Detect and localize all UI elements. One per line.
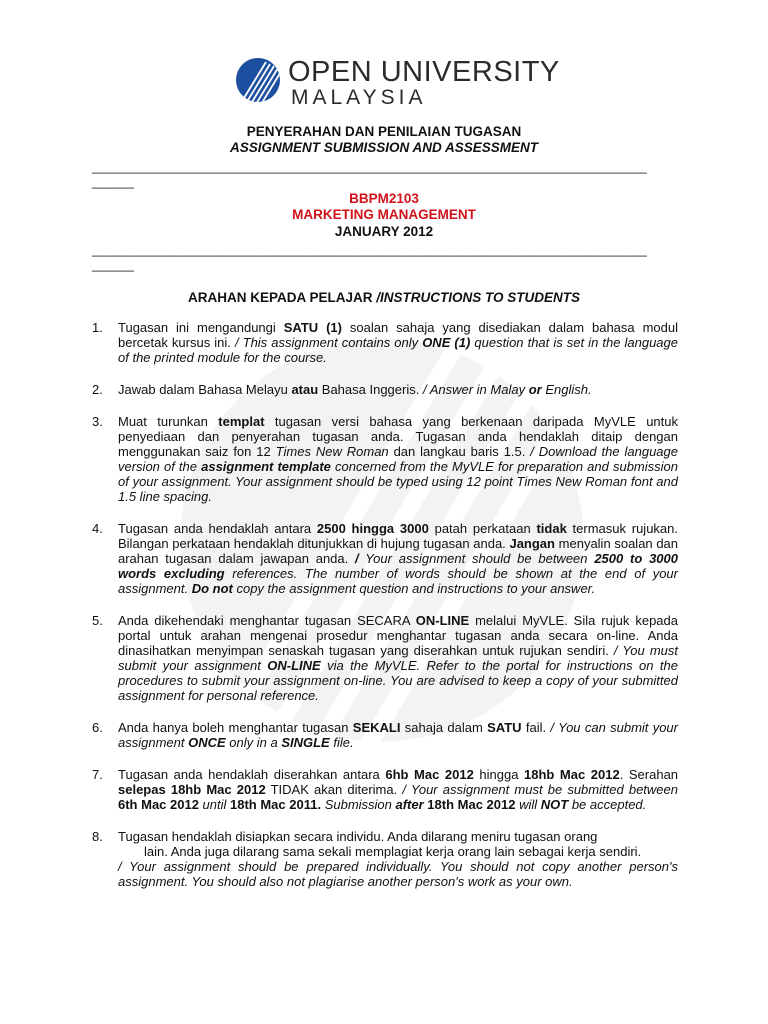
instruction-text: / You must submit your assignment (118, 643, 678, 673)
instructions-heading-english: INSTRUCTIONS TO STUDENTS (380, 290, 581, 305)
instruction-text: Your assignment should be between (358, 551, 595, 566)
instruction-text: Tugasan ini mengandungi (118, 320, 284, 335)
instruction-text: question that is set in the language of the printed module for the course. (118, 335, 678, 365)
instruction-text: Bahasa Inggeris. (318, 382, 423, 397)
instruction-text: / Answer in Malay (422, 382, 529, 397)
instruction-item-7 (92, 767, 678, 812)
instructions-heading-malay: ARAHAN KEPADA PELAJAR (187, 290, 373, 305)
instruction-text: NOT (540, 797, 569, 812)
instruction-text: will (515, 797, 541, 812)
instruction-number: 7. (92, 767, 103, 782)
instruction-item-4 (92, 521, 678, 596)
instruction-number: 8. (92, 829, 103, 844)
instruction-text: Jangan (509, 536, 555, 551)
logo-text-line2: MALAYSIA (291, 86, 427, 109)
instruction-text: . Serahan (619, 767, 679, 782)
instruction-text: 2500 to 3000 words excluding (118, 551, 678, 581)
title-malay: PENYERAHAN DAN PENILAIAN TUGASAN (246, 124, 522, 139)
instruction-text: menyalin soalan dan arahan tugasan dalam jawapan anda. (118, 536, 679, 566)
instruction-text: sahaja dalam (400, 720, 488, 735)
instruction-text: only in a (225, 735, 282, 750)
separator-line-1a: ________________________________________________________________________________ (92, 159, 647, 174)
instruction-text: TIDAK akan diterima. (265, 782, 403, 797)
instruction-text: termasuk rujukan. Bilangan perkataan hendaklah ditunjukkan di hujung tugasan anda. (118, 521, 679, 551)
instruction-text: / (355, 551, 359, 566)
semester: JANUARY 2012 (334, 224, 434, 239)
instruction-text: SINGLE (281, 735, 330, 750)
instruction-text: references. The number of words should be shown at the end of your assignment. (118, 566, 678, 596)
instruction-text: via the MyVLE. Refer to the portal for instructions on the procedures to submit your assignment on-line. You are advised to keep a copy of your submitted assignment for personal reference. (118, 658, 678, 703)
instruction-item-2 (92, 382, 678, 397)
instruction-text: selepas 18hb Mac 2012 (118, 782, 266, 797)
instructions-heading (0, 290, 768, 305)
title-english: ASSIGNMENT SUBMISSION AND ASSESSMENT (229, 140, 539, 155)
instruction-text: templat (218, 414, 265, 429)
instruction-text: 6hb Mac 2012 (385, 767, 474, 782)
instruction-text: 18th Mac 2011. (230, 797, 322, 812)
instructions-heading-slash: / (372, 290, 380, 305)
instruction-text: copy the assignment question and instructions to your answer. (232, 581, 596, 596)
instruction-item-3 (92, 414, 678, 504)
instruction-text: 6th Mac 2012 (118, 797, 199, 812)
instruction-text: 2500 hingga 3000 (316, 521, 429, 536)
instruction-text: hingga (473, 767, 524, 782)
instruction-text: / You can submit your assignment (118, 720, 678, 750)
instruction-text: Anda hanya boleh menghantar tugasan (118, 720, 353, 735)
instruction-text: patah perkataan (428, 521, 537, 536)
instruction-number: 5. (92, 613, 103, 628)
instruction-text: Times New Roman (275, 444, 389, 459)
instruction-text: tidak (536, 521, 567, 536)
instruction-text: dan langkau baris 1.5. (388, 444, 531, 459)
instruction-text: or (528, 382, 542, 397)
instruction-text: / This assignment contains only (234, 335, 423, 350)
instruction-text: assignment template (201, 459, 331, 474)
instruction-text: / Your assignment must be submitted between (402, 782, 678, 797)
instruction-text: Tugasan anda hendaklah antara (118, 521, 317, 536)
instruction-number: 2. (92, 382, 103, 397)
instruction-item-6 (92, 720, 678, 750)
instruction-number: 4. (92, 521, 103, 536)
instruction-number: 3. (92, 414, 103, 429)
separator-line-2a: ________________________________________________________________________________ (92, 242, 647, 257)
oum-globe-icon (234, 56, 282, 104)
instruction-text: ON-LINE (267, 658, 321, 673)
instruction-text: Tugasan anda hendaklah diserahkan antara (118, 767, 386, 782)
instruction-text: ONE (1) (422, 335, 471, 350)
instruction-text: lain. Anda juga dilarang sama sekali memplagiat kerja orang lain sebagai kerja sendiri. (144, 844, 642, 859)
instruction-text: SEKALI (352, 720, 401, 735)
instruction-item-8 (92, 829, 678, 889)
instruction-text: soalan sahaja yang disediakan dalam bahasa modul bercetak kursus ini. (118, 320, 678, 350)
university-logo (234, 56, 560, 110)
instruction-text: SATU (1) (283, 320, 342, 335)
instructions-list (92, 320, 678, 906)
instruction-text: after (395, 797, 424, 812)
instruction-text: English. (541, 382, 592, 397)
instruction-text: Muat turunkan (118, 414, 219, 429)
instruction-text: be accepted. (568, 797, 647, 812)
separator-line-2b: ______ (92, 257, 134, 272)
instruction-text: concerned from the MyVLE for preparation and submission of your assignment. Your assignment should be typed using 12 point Times New Roman font and 1.5 line spacing. (118, 459, 678, 504)
instruction-text: tugasan versi bahasa yang berkenaan daripada MyVLE untuk penyediaan dan penyerahan tugasan anda. Tugasan anda hendaklah ditaip dengan menggunakan saiz fon 12 (118, 414, 679, 459)
instruction-text: Jawab dalam Bahasa Melayu (118, 382, 292, 397)
instruction-text: melalui MyVLE. Sila rujuk kepada portal untuk arahan mengenai prosedur menghantar tugasan anda secara on-line. Anda dinasihatkan menyimpan senaskah tugasan yang diserahkan untuk rujukan sendiri. (118, 613, 678, 658)
instruction-text: Do not (191, 581, 233, 596)
instruction-text: 18hb Mac 2012 (524, 767, 620, 782)
instruction-text: Anda dikehendaki menghantar tugasan SECARA (118, 613, 416, 628)
instruction-text: Tugasan hendaklah disiapkan secara individu. Anda dilarang meniru tugasan orang (118, 829, 598, 844)
instruction-text: Submission (321, 797, 396, 812)
instruction-text: ONCE (188, 735, 226, 750)
instruction-text: SATU (487, 720, 522, 735)
instruction-text: until (198, 797, 231, 812)
separator-line-1b: ______ (92, 174, 134, 189)
instruction-text: 18th Mac 2012 (423, 797, 516, 812)
logo-text-line1: OPEN UNIVERSITY (288, 56, 560, 88)
instruction-text: / Your assignment should be prepared individually. You should not copy another person's assignment. You should also not plagiarise another person's work as your own. (118, 859, 678, 889)
course-code: BBPM2103 (349, 191, 419, 206)
instruction-item-1 (92, 320, 678, 365)
instruction-number: 6. (92, 720, 103, 735)
instruction-text: file. (329, 735, 354, 750)
instruction-text: atau (291, 382, 319, 397)
instruction-number: 1. (92, 320, 103, 335)
instruction-text: / Download the language version of the (118, 444, 678, 474)
instruction-item-5 (92, 613, 678, 703)
instruction-text: fail. (521, 720, 551, 735)
course-name: MARKETING MANAGEMENT (292, 207, 476, 222)
instruction-text: ON-LINE (415, 613, 470, 628)
